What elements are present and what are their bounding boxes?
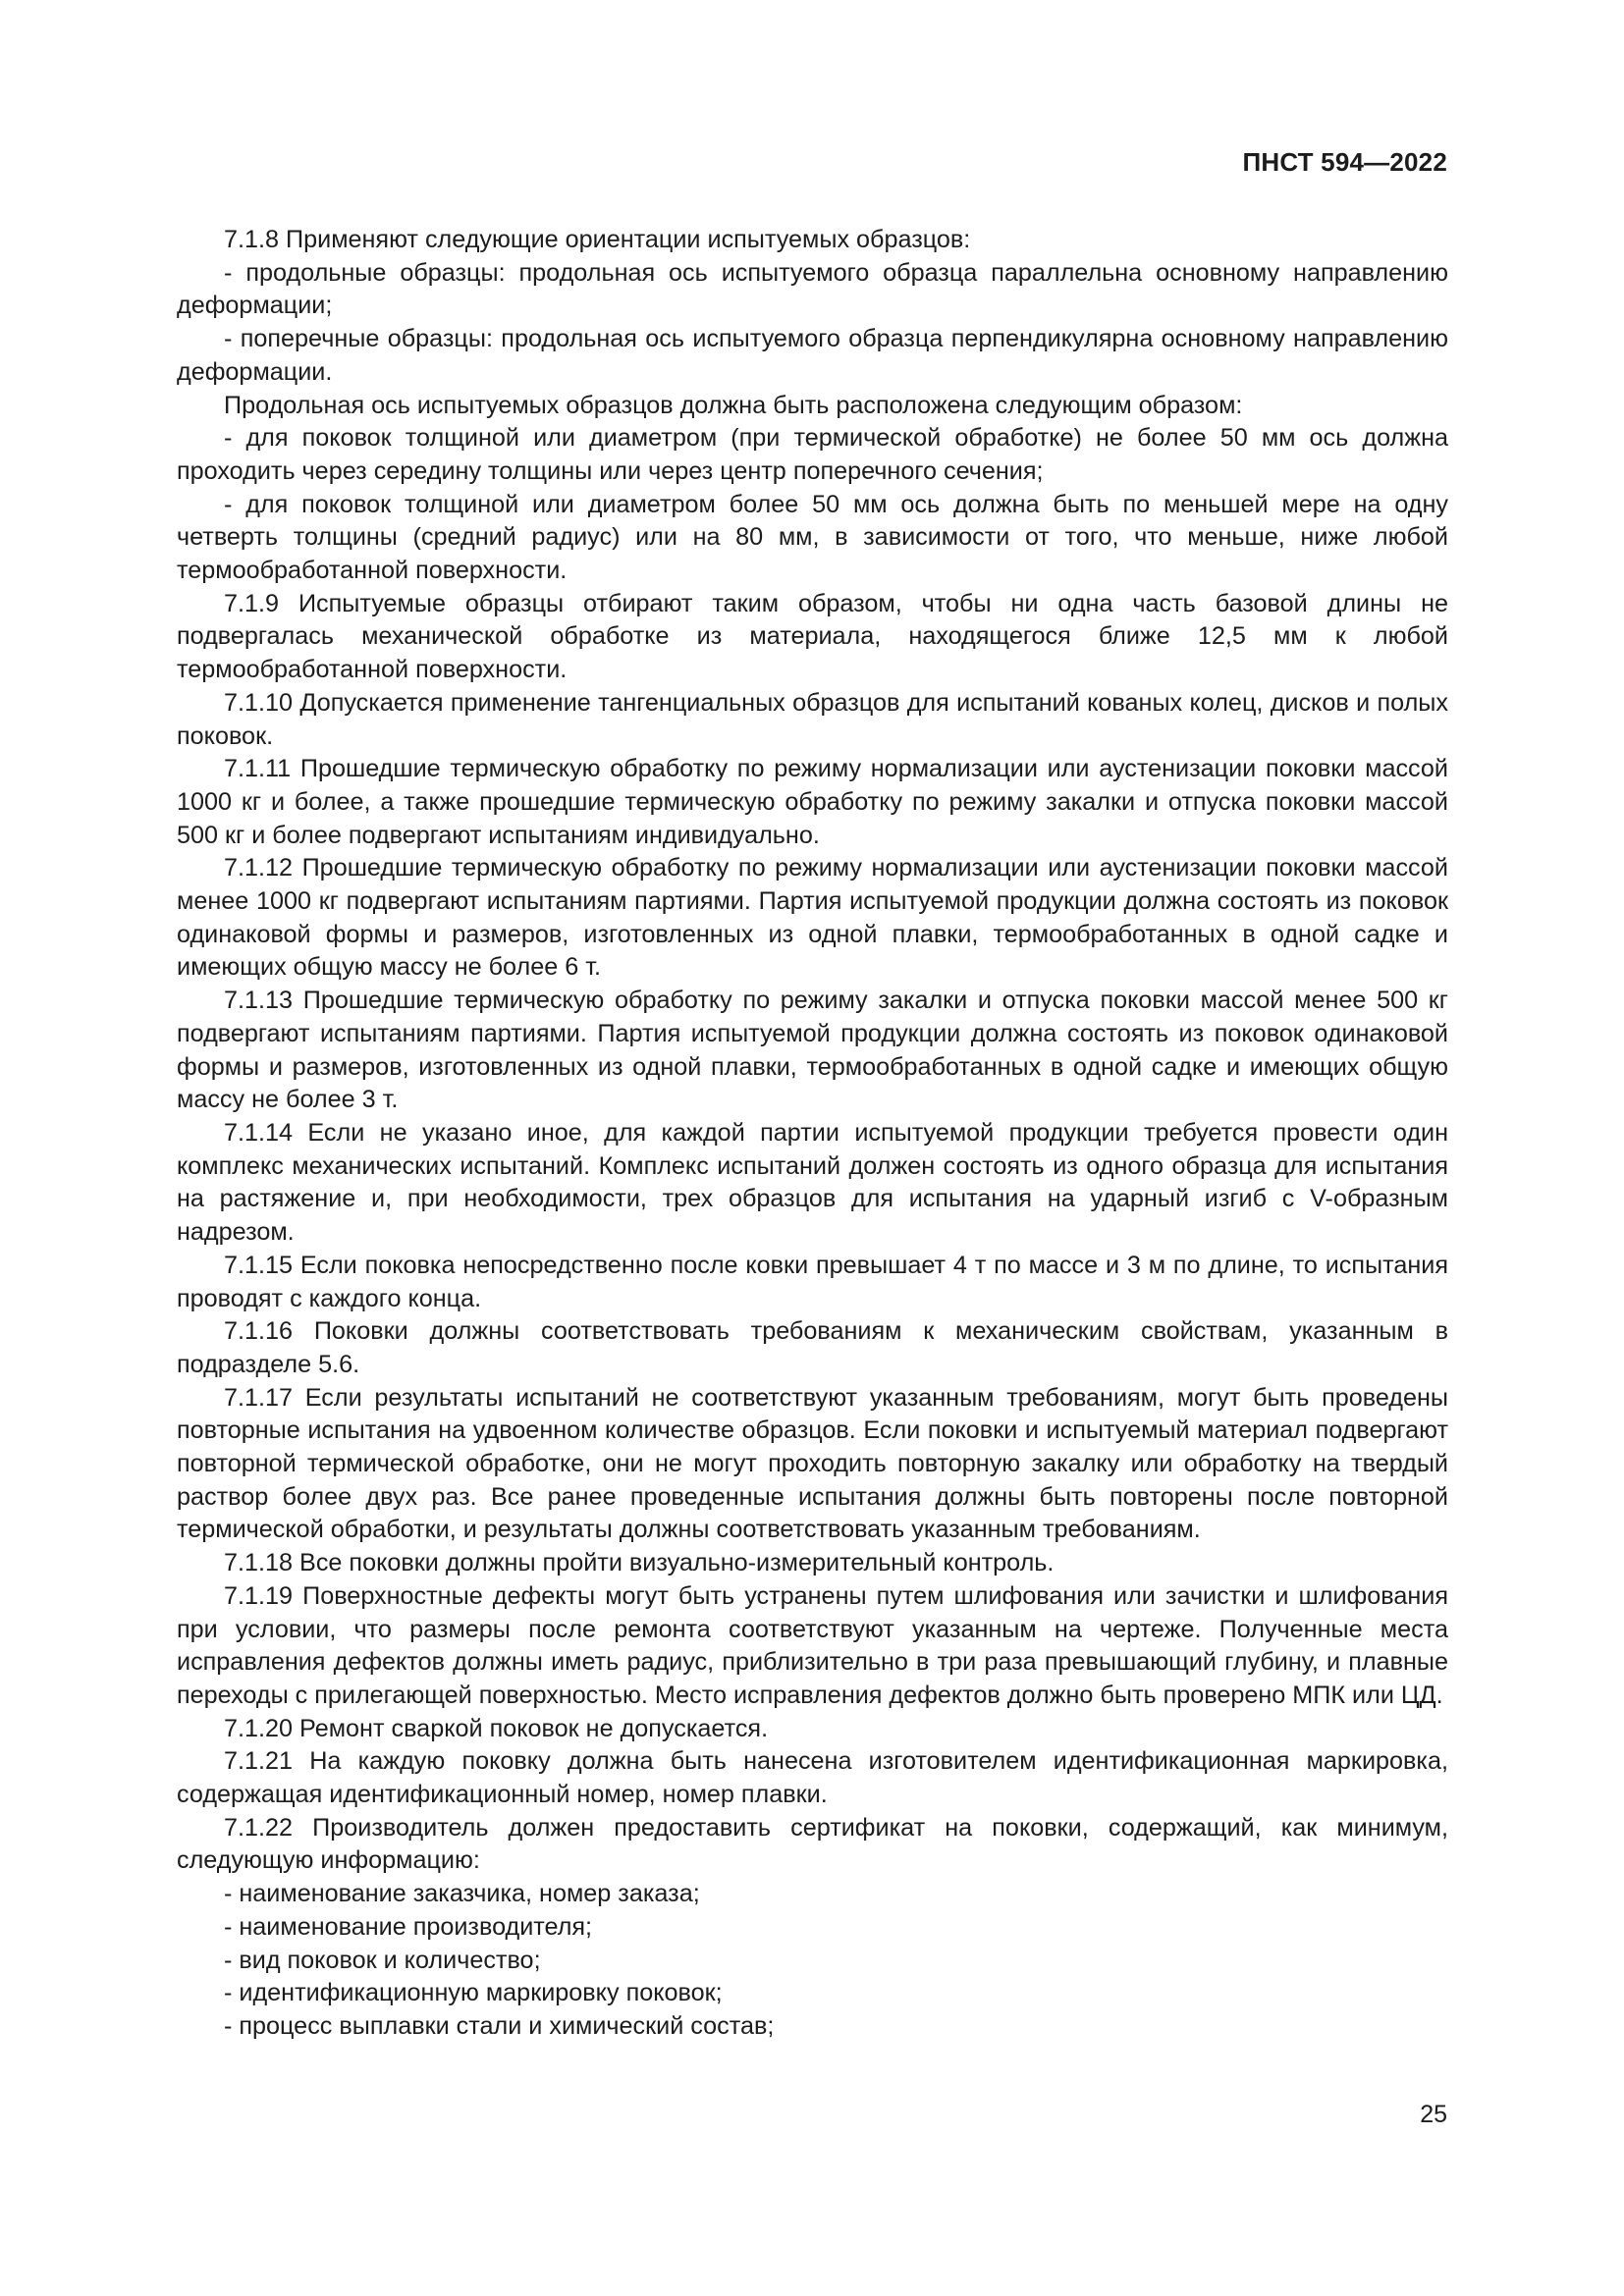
document-body [177, 224, 1448, 2044]
list-item: - наименование производителя; [224, 1912, 593, 1941]
list-item: - идентификационную маркировку поковок; [224, 1979, 723, 2007]
paragraph: 7.1.17 Если результаты испытаний не соответствуют указанным требованиям, могут быть проведены повторные испытания на удвоенном количестве образцов. Если поковки и испытуемый материал подвергают повторной термической обработке, они не могут проходить повторную закалку или обработку на твердый раствор более двух раз. Все ранее проведенные испытания должны быть повторены после повторной термической обработки, и результаты должны соответствовать указанным требованиям. [177, 1383, 1448, 1544]
paragraph: 7.1.14 Если не указано иное, для каждой партии испытуемой продукции требуется провести один комплекс механических испытаний. Комплекс испытаний должен состоять из одного образца для испытания на растяжение и, при необходимости, трех образцов для испытания на ударный изгиб с V-образным надрезом. [177, 1118, 1448, 1247]
page-number: 25 [1420, 2101, 1447, 2128]
paragraph: 7.1.18 Все поковки должны пройти визуально-измерительный контроль. [224, 1549, 1055, 1577]
paragraph: 7.1.13 Прошедшие термическую обработку по режиму закалки и отпуска поковки массой менее 500 кг подвергают испытаниям партиями. Партия испытуемой продукции должна состоять из поковок одинаковой формы и размеров, изготовленных из одной плавки, термообработанных в одной садке и имеющих общую массу не более 3 т. [177, 987, 1448, 1114]
paragraph: 7.1.9 Испытуемые образцы отбирают таким образом, чтобы ни одна часть базовой длины не подвергалась механической обработке из материала, находящегося ближе 12,5 мм к любой термообработанной поверхности. [177, 589, 1448, 684]
paragraph: 7.1.15 Если поковка непосредственно после ковки превышает 4 т по массе и 3 м по длине, то испытания проводят с каждого конца. [177, 1251, 1448, 1312]
paragraph: 7.1.19 Поверхностные дефекты могут быть устранены путем шлифования или зачистки и шлифования при условии, что размеры после ремонта соответствуют указанным на чертеже. Полученные места исправления дефектов должны иметь радиус, приблизительно в три раза превышающий глубину, и плавные переходы с прилегающей поверхностью. Место исправления дефектов должно быть проверено МПК или ЦД. [177, 1581, 1448, 1709]
paragraph: 7.1.22 Производитель должен предоставить сертификат на поковки, содержащий, как минимум, следующую информацию: [177, 1813, 1448, 1875]
list-item: - процесс выплавки стали и химический состав; [224, 2011, 775, 2040]
paragraph: - продольные образцы: продольная ось испытуемого образца параллельна основному направлению деформации; [177, 258, 1448, 320]
list-item: - наименование заказчика, номер заказа; [224, 1880, 700, 1908]
paragraph: 7.1.8 Применяют следующие ориентации испытуемых образцов: [224, 226, 971, 253]
paragraph: 7.1.16 Поковки должны соответствовать требованиям к механическим свойствам, указанным в подразделе 5.6. [177, 1317, 1448, 1378]
paragraph: 7.1.20 Ремонт сваркой поковок не допускается. [224, 1714, 769, 1742]
paragraph: - поперечные образцы: продольная ось испытуемого образца перпендикулярна основному направлению деформации. [177, 325, 1448, 386]
document-code: ПНСТ 594—2022 [1242, 147, 1447, 177]
paragraph: 7.1.11 Прошедшие термическую обработку по режиму нормализации или аустенизации поковки массой 1000 кг и более, а также прошедшие термическую обработку по режиму закалки и отпуска поковки массой 500 кг и более подвергают испытаниям индивидуально. [177, 755, 1448, 849]
paragraph: 7.1.10 Допускается применение тангенциальных образцов для испытаний кованых колец, дисков и полых поковок. [177, 688, 1448, 750]
paragraph: 7.1.21 На каждую поковку должна быть нанесена изготовителем идентификационная маркировка, содержащая идентификационный номер, номер плавки. [177, 1747, 1448, 1809]
list-item: - вид поковок и количество; [224, 1946, 541, 1974]
paragraph: 7.1.12 Прошедшие термическую обработку по режиму нормализации или аустенизации поковки массой менее 1000 кг подвергают испытаниям партиями. Партия испытуемой продукции должна состоять из поковок одинаковой формы и размеров, изготовленных из одной плавки, термообработанных в одной садке и имеющих общую массу не более 6 т. [177, 854, 1448, 982]
paragraph: Продольная ось испытуемых образцов должна быть расположена следующим образом: [224, 391, 1243, 419]
paragraph: - для поковок толщиной или диаметром (при термической обработке) не более 50 мм ось должна проходить через середину толщины или через центр поперечного сечения; [177, 424, 1448, 485]
paragraph: - для поковок толщиной или диаметром более 50 мм ось должна быть по меньшей мере на одну четверть толщины (средний радиус) или на 80 мм, в зависимости от того, что меньше, ниже любой термообработанной поверхности. [177, 490, 1448, 585]
